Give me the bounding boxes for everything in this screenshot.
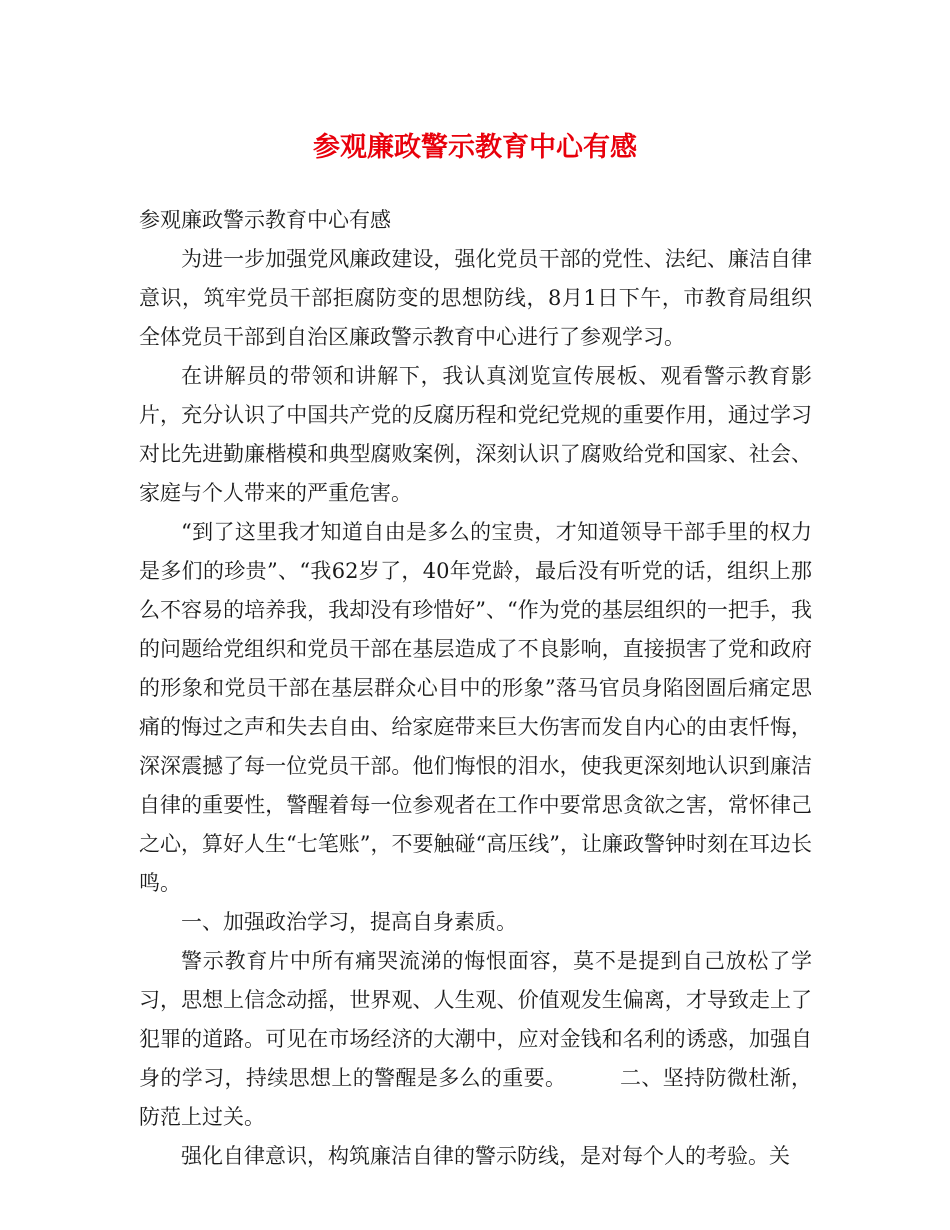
section-heading-1: 一、加强政治学习，提高自身素质。 bbox=[181, 910, 517, 934]
paragraph-selfdiscipline: 强化自律意识，构筑廉洁自律的警示防线，是对每个人的考验。关 bbox=[181, 1144, 790, 1168]
paragraph-visit: 在讲解员的带领和讲解下，我认真浏览宣传展板、观看警示教育影片，充分认识了中国共产党的反腐历程和党纪党规的重要作用，通过学习对比先进勤廉楷模和典型腐败案例，深刻认识了腐败给党和国家、社会、家庭与个人带来的严重危害。 bbox=[139, 364, 812, 505]
paragraph-study: 警示教育片中所有痛哭流涕的悔恨面容，莫不是提到自己放松了学习，思想上信念动摇，世界观、人生观、价值观发生偏离，才导致走上了犯罪的道路。可见在市场经济的大潮中，应对金钱和名利的诱惑，加强自身的学习，持续思想上的警醒是多么的重要。 二、坚持防微杜渐，防范上过关。 bbox=[139, 949, 812, 1129]
paragraph-quotes: “到了这里我才知道自由是多么的宝贵，才知道领导干部手里的权力是多们的珍贵”、“我62岁了，40年党龄，最后没有听党的话，组织上那么不容易的培养我，我却没有珍惜好”、“作为党的基层组织的一把手，我的问题给党组织和党员干部在基层造成了不良影响，直接损害了党和政府的形象和党员干部在基层群众心目中的形象”落马官员身陷囹圄后痛定思痛的悔过之声和失去自由、给家庭带来巨大伤害而发自内心的由衷忏悔，深深震撼了每一位党员干部。他们悔恨的泪水，使我更深刻地认识到廉洁自律的重要性，警醒着每一位参观者在工作中要常思贪欲之害，常怀律己之心，算好人生“七笔账”，不要触碰“高压线”，让廉政警钟时刻在耳边长鸣。 bbox=[139, 520, 812, 895]
subtitle-line: 参观廉政警示教育中心有感 bbox=[139, 208, 391, 232]
document-body bbox=[139, 201, 812, 1176]
document-title: 参观廉政警示教育中心有感 bbox=[313, 132, 637, 163]
paragraph-intro: 为进一步加强党风廉政建设，强化党员干部的党性、法纪、廉洁自律意识，筑牢党员干部拒腐防变的思想防线，8月1日下午，市教育局组织全体党员干部到自治区廉政警示教育中心进行了参观学习。 bbox=[139, 247, 812, 349]
